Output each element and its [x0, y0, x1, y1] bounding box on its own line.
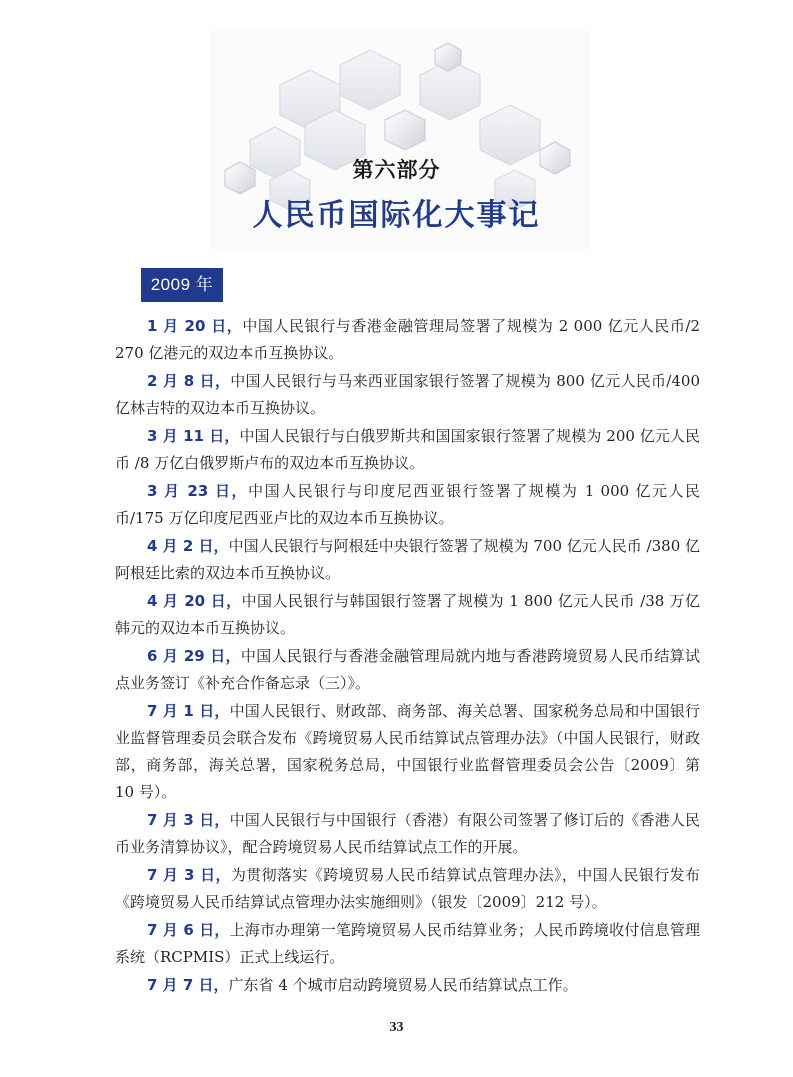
timeline-entry [115, 423, 700, 477]
entry-text: 中国人民银行与香港金融管理局签署了规模为 2 000 亿元人民币/2 270 亿港元的双边本币互换协议。 [115, 317, 701, 362]
timeline-entry [115, 478, 700, 532]
entry-text: 为贯彻落实《跨境贸易人民币结算试点管理办法》，中国人民银行发布《跨境贸易人民币结算试点管理办法实施细则》（银发〔2009〕212 号）。 [115, 866, 700, 911]
entry-date: 1 月 20 日， [147, 317, 243, 335]
section-subtitle: 第六部分 [352, 158, 441, 182]
timeline-entry [115, 917, 700, 971]
entry-text: 中国人民银行与马来西亚国家银行签署了规模为 800 亿元人民币/400 亿林吉特的双边本币互换协议。 [115, 372, 700, 417]
entry-text: 中国人民银行与香港金融管理局就内地与香港跨境贸易人民币结算试点业务签订《补充合作备忘录（三）》。 [115, 647, 700, 692]
timeline-entry [115, 643, 700, 697]
timeline-entry [115, 533, 700, 587]
entry-text: 上海市办理第一笔跨境贸易人民币结算业务；人民币跨境收付信息管理系统（RCPMIS）正式上线运行。 [115, 921, 700, 966]
timeline-entry [115, 698, 700, 806]
entry-text: 中国人民银行与印度尼西亚银行签署了规模为 1 000 亿元人民币/175 万亿印度尼西亚卢比的双边本币互换协议。 [115, 482, 700, 527]
page-number: 33 [389, 1020, 404, 1035]
entry-date: 6 月 29 日， [147, 647, 241, 665]
entry-date: 4 月 2 日， [147, 537, 229, 555]
entry-text: 广东省 4 个城市启动跨境贸易人民币结算试点工作。 [228, 976, 578, 994]
entry-date: 7 月 3 日， [147, 811, 230, 829]
entry-date: 7 月 1 日， [147, 702, 230, 720]
entry-date: 7 月 7 日， [147, 976, 229, 994]
timeline-entry [115, 588, 700, 642]
entry-text: 中国人民银行与韩国银行签署了规模为 1 800 亿元人民币 /38 万亿韩元的双边本币互换协议。 [115, 592, 700, 637]
timeline-entry [115, 862, 700, 916]
entry-text: 中国人民银行、财政部、商务部、海关总署、国家税务总局和中国银行业监督管理委员会联合发布《跨境贸易人民币结算试点管理办法》（中国人民银行，财政部，商务部，海关总署，国家税务总局，中国银行业监督管理委员会公告〔2009〕第 10 号）。 [115, 702, 700, 801]
timeline-entry [115, 972, 700, 999]
entry-date: 3 月 11 日， [147, 427, 240, 445]
entry-date: 7 月 6 日， [147, 921, 230, 939]
entry-text: 中国人民银行与白俄罗斯共和国国家银行签署了规模为 200 亿元人民币 /8 万亿白俄罗斯卢布的双边本币互换协议。 [115, 427, 700, 472]
year-badge: 2009 年 [141, 268, 223, 302]
entry-date: 4 月 20 日， [147, 592, 242, 610]
entry-date: 2 月 8 日， [147, 372, 231, 390]
timeline-entry [115, 368, 700, 422]
event-timeline [115, 313, 700, 1000]
timeline-entry [115, 807, 700, 861]
section-title: 人民币国际化大事记 [252, 198, 541, 233]
entry-text: 中国人民银行与阿根廷中央银行签署了规模为 700 亿元人民币 /380 亿阿根廷比索的双边本币互换协议。 [115, 537, 701, 582]
entry-date: 7 月 3 日， [147, 866, 231, 884]
entry-text: 中国人民银行与中国银行（香港）有限公司签署了修订后的《香港人民币业务清算协议》，配合跨境贸易人民币结算试点工作的开展。 [115, 811, 700, 856]
entry-date: 3 月 23 日， [147, 482, 249, 500]
timeline-entry [115, 313, 700, 367]
